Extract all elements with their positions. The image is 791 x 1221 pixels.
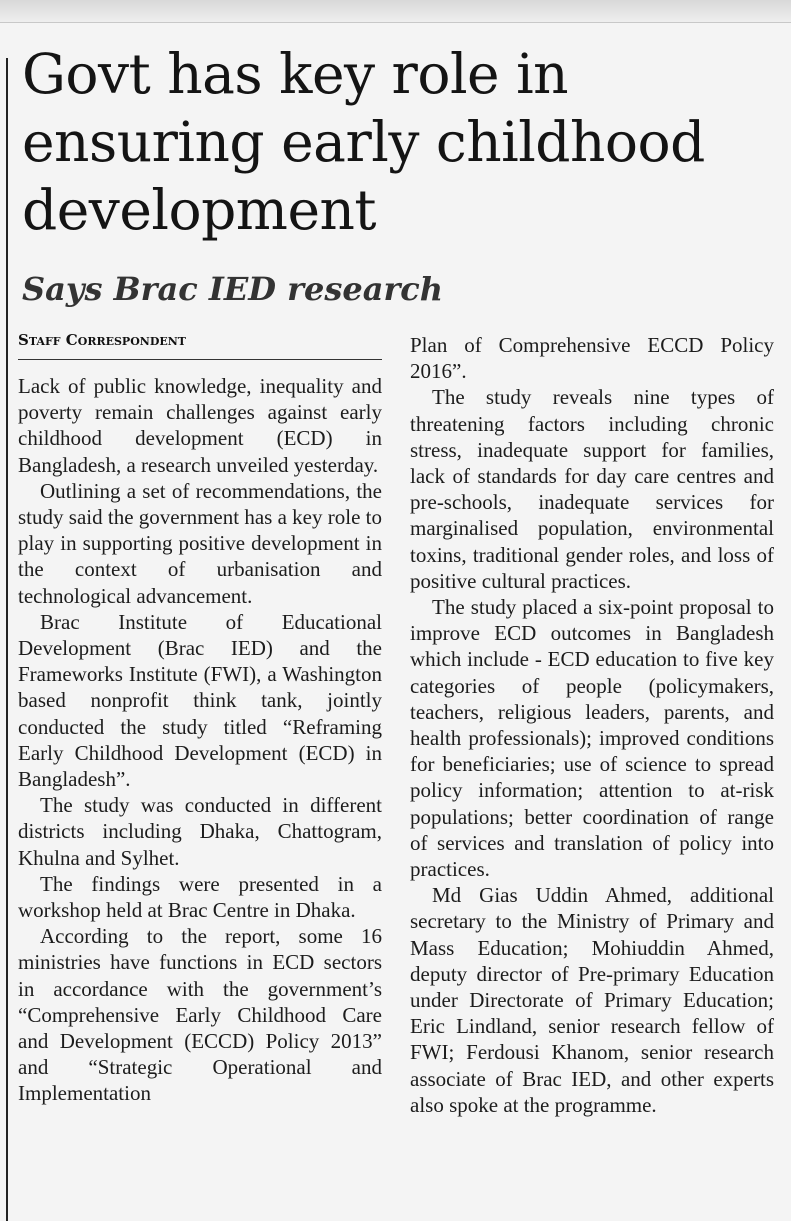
paragraph: Brac Institute of Educational Development (Brac IED) and the Frameworks Institute (FWI), a Washington based nonprofit think tank, jointly conducted the study titled “Reframing Early Childhood Development (ECD) in Bangladesh”. <box>18 609 382 792</box>
subheadline: Says Brac IED research <box>22 270 444 308</box>
paragraph: The study was conducted in different districts including Dhaka, Chattogram, Khulna and Sylhet. <box>18 793 382 870</box>
column-rule <box>6 58 8 1221</box>
paragraph: The findings were presented in a workshop held at Brac Centre in Dhaka. <box>18 871 382 923</box>
paragraph-continued: Plan of Comprehensive ECCD Policy 2016”. <box>410 333 774 384</box>
paragraph: The study reveals nine types of threatening factors including chronic stress, inadequate support for families, lack of standards for day care centres and pre-schools, inadequate services for marginalised population, environmental toxins, traditional gender roles, and loss of positive cultural practices. <box>410 385 774 593</box>
article-column-right <box>410 332 774 1118</box>
article-column-left <box>18 373 382 1107</box>
byline: Staff Correspondent <box>18 330 382 360</box>
headline: Govt has key role in ensuring early childhood development <box>22 42 705 242</box>
paragraph: The study placed a six-point proposal to improve ECD outcomes in Bangladesh which include - ECD education to five key categories of people (policymakers, teachers, religious leaders, parents, and health professionals); improved conditions for beneficiaries; use of science to spread policy information; attention to at-risk populations; better coordination of range of services and translation of policy into practices. <box>410 595 774 882</box>
paragraph: Outlining a set of recommendations, the study said the government has a key role to play in supporting positive development in the context of urbanisation and technological advancement. <box>18 478 382 608</box>
paragraph: Md Gias Uddin Ahmed, additional secretary to the Ministry of Primary and Mass Education; Mohiuddin Ahmed, deputy director of Pre-primary Education under Directorate of Primary Education; Eric Lindland, senior research fellow of FWI; Ferdousi Khanom, senior research associate of Brac IED, and other experts also spoke at the programme. <box>410 883 774 1117</box>
paragraph: According to the report, some 16 ministries have functions in ECD sectors in accordance with the government’s “Comprehensive Early Childhood Care and Development (ECCD) Policy 2013” and “Strategic Operational and Implementation <box>18 924 382 1106</box>
paragraph: Lack of public knowledge, inequality and poverty remain challenges against early childhood development (ECD) in Bangladesh, a research unveiled yesterday. <box>18 374 382 477</box>
top-band <box>0 0 791 23</box>
